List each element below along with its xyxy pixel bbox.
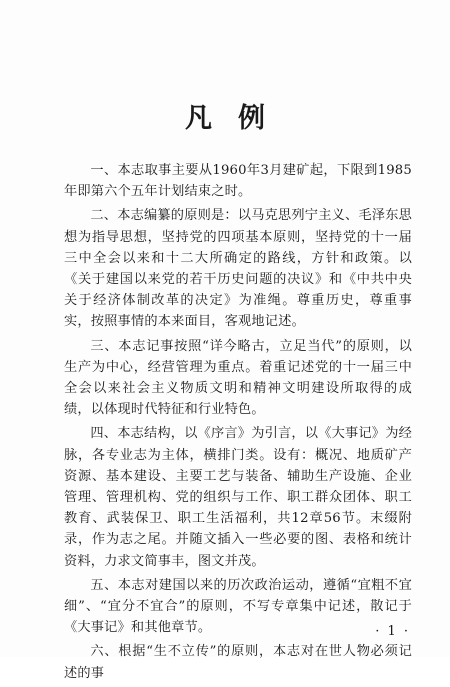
paragraph-5: 五、本志对建国以来的历次政治运动，遵循“宜粗不宜细”、“宜分不宜合”的原则，不写专章集中记述，散记于《大事记》和其他章节。 [64, 577, 412, 636]
document-body [64, 160, 412, 687]
paragraph-2: 二、本志编纂的原则是：以马克思列宁主义、毛泽东思想为指导思想，坚持党的四项基本原则，坚持党的十一届三中全会以来和十二大所确定的路线，方针和政策。以《关于建国以来党的若干历史问题的决议》和《中共中央关于经济体制改革的决定》为准绳。尊重历史，尊重事实，按照事情的本来面目，客观地记述。 [64, 208, 412, 330]
paragraph-3: 三、本志记事按照“详今略古，立足当代”的原则，以生产为中心，经营管理为重点。着重记述党的十一届三中全会以来社会主义物质文明和精神文明建设所取得的成绩，以体现时代特征和行业特色。 [64, 338, 412, 418]
paragraph-6: 六、根据“生不立传”的原则，本志对在世人物必须记述的事 [64, 644, 412, 681]
paragraph-4: 四、本志结构，以《序言》为引言，以《大事记》为经脉，各专业志为主体，横排门类。设有：概况、地质矿产资源、基本建设、主要工艺与装备、辅助生产设施、企业管理、管理机构、党的组织与工作、职工群众团体、职工教育、武装保卫、职工生活福利，共12章56节。末缀附录，作为志之尾。并随文插入一些必要的图、表格和统计资料，力求文简事丰，图文并茂。 [64, 426, 412, 569]
paragraph-1: 一、本志取事主要从1960年3月建矿起，下限到1985年即第六个五年计划结束之时。 [64, 163, 412, 200]
page-title: 凡例 [185, 103, 291, 134]
page-number: · 1 · [375, 624, 410, 639]
